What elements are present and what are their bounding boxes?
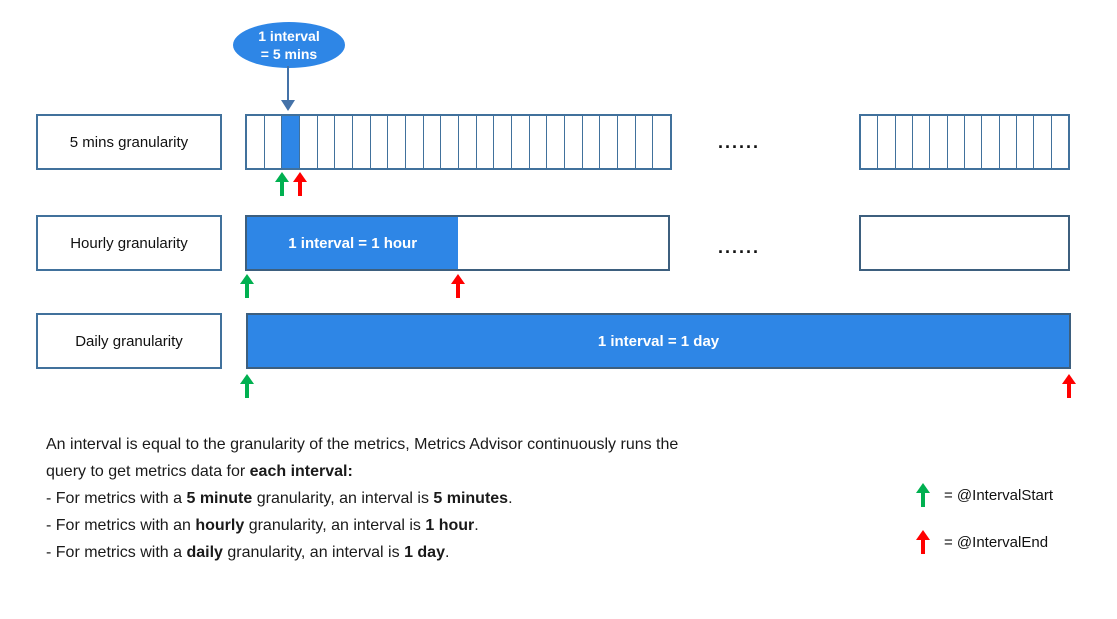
daily-interval-text: 1 interval = 1 day (597, 332, 720, 350)
interval-cell (353, 116, 371, 168)
hourly-granularity-label: Hourly granularity (70, 234, 188, 252)
interval-cell (477, 116, 495, 168)
callout-connector-arrowhead-icon (281, 100, 295, 111)
interval-cell (547, 116, 565, 168)
interval-cell (1034, 116, 1051, 168)
hourly-interval-bar (245, 215, 670, 271)
interval-cell (318, 116, 336, 168)
paragraph-line: query to get metrics data for each interval: (46, 463, 353, 480)
interval-cell (300, 116, 318, 168)
interval-cell (265, 116, 283, 168)
interval-cell (247, 116, 265, 168)
hourly-interval-text: 1 interval = 1 hour (288, 234, 418, 252)
interval-cell (424, 116, 442, 168)
paragraph-line: - For metrics with an hourly granularity, an interval is 1 hour. (46, 517, 479, 534)
legend-interval-end-label: = @IntervalEnd (944, 534, 1049, 551)
hourly-interval-fill (247, 217, 458, 269)
interval-cell (1017, 116, 1034, 168)
interval-cell (583, 116, 601, 168)
interval-cell (441, 116, 459, 168)
interval-cell (965, 116, 982, 168)
interval-cell (335, 116, 353, 168)
interval-start-arrow-icon (240, 274, 254, 298)
interval-end-arrow-icon (451, 274, 465, 298)
paragraph-line: An interval is equal to the granularity of the metrics, Metrics Advisor continuously runs the (46, 436, 679, 453)
interval-start-arrow-icon (275, 172, 289, 196)
ellipsis-dots: ...... (718, 132, 761, 152)
interval-cell (861, 116, 878, 168)
explanation-paragraph (46, 431, 906, 566)
interval-cell-highlighted (282, 116, 300, 168)
ellipsis-dots: ...... (718, 237, 761, 257)
interval-callout-bubble (233, 22, 345, 68)
interval-cell (636, 116, 654, 168)
interval-cell (459, 116, 477, 168)
interval-cell (565, 116, 583, 168)
interval-cell (930, 116, 947, 168)
daily-granularity-label-box (36, 313, 222, 369)
five-min-granularity-label: 5 mins granularity (69, 133, 189, 151)
interval-cell (406, 116, 424, 168)
interval-start-arrow-icon (240, 374, 254, 398)
daily-interval-bar (246, 313, 1071, 369)
callout-line2: = 5 mins (260, 46, 318, 62)
interval-cell (982, 116, 999, 168)
callout-connector-line (287, 66, 289, 101)
interval-cell (653, 116, 670, 168)
interval-cell (388, 116, 406, 168)
interval-cell (371, 116, 389, 168)
legend-interval-start-arrow-icon (916, 483, 930, 507)
callout-line1: 1 interval (258, 28, 320, 44)
interval-cell (530, 116, 548, 168)
interval-end-arrow-icon (1062, 374, 1076, 398)
interval-end-arrow-icon (293, 172, 307, 196)
interval-cell (494, 116, 512, 168)
five-min-interval-bar (245, 114, 672, 170)
legend-interval-end-arrow-icon (916, 530, 930, 554)
interval-cell (896, 116, 913, 168)
hourly-granularity-label-box (36, 215, 222, 271)
interval-cell (1000, 116, 1017, 168)
interval-cell (913, 116, 930, 168)
interval-cell (878, 116, 895, 168)
interval-cell (1052, 116, 1068, 168)
paragraph-line: - For metrics with a 5 minute granularity, an interval is 5 minutes. (46, 490, 513, 507)
five-min-granularity-label-box (36, 114, 222, 170)
paragraph-line: - For metrics with a daily granularity, an interval is 1 day. (46, 544, 450, 561)
interval-cell (600, 116, 618, 168)
legend-interval-start-label: = @IntervalStart (944, 487, 1054, 504)
five-min-interval-bar-continued (859, 114, 1070, 170)
interval-cell (948, 116, 965, 168)
daily-granularity-label: Daily granularity (75, 332, 183, 350)
hourly-interval-bar-continued (859, 215, 1070, 271)
interval-cell (618, 116, 636, 168)
interval-cell (512, 116, 530, 168)
